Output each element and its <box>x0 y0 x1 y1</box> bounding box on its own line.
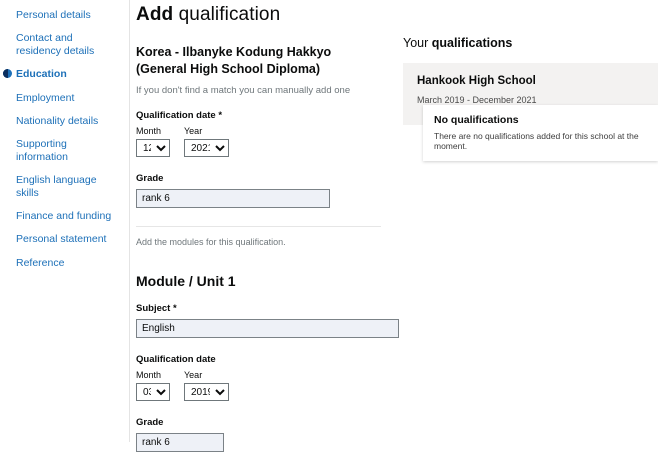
section-divider <box>136 226 381 227</box>
sidebar-item-supporting-information[interactable] <box>0 133 120 169</box>
page-title <box>136 4 391 26</box>
card-school-name: Hankook High School <box>417 75 536 87</box>
sidebar-item-english-language-skills[interactable] <box>0 169 120 205</box>
module-title: Module / Unit 1 <box>136 273 236 289</box>
sidebar-item-label: Employment <box>16 91 75 104</box>
notice-title: No qualifications <box>434 114 519 126</box>
sidebar-item-employment[interactable] <box>0 87 120 110</box>
qualification-year-group <box>184 126 229 157</box>
sidebar-item-label: Education <box>16 68 67 81</box>
module-date-row <box>136 370 391 401</box>
module-month-select[interactable] <box>136 383 170 401</box>
sidebar-item-personal-details[interactable] <box>0 4 120 27</box>
module-month-label: Month <box>136 370 162 380</box>
module-month-group <box>136 370 170 401</box>
month-label: Month <box>136 126 162 136</box>
qualification-month-select[interactable] <box>136 139 170 157</box>
qualifications-panel-title-strong: qualifications <box>431 36 513 50</box>
active-marker-icon <box>3 69 12 78</box>
sidebar-item-label: Reference <box>16 256 65 269</box>
qualification-year-select[interactable] <box>184 139 229 157</box>
qualification-hint: If you don't find a match you can manually add one <box>136 85 351 96</box>
content-divider <box>129 0 130 442</box>
sidebar-item-label: Contact and residency details <box>16 32 95 58</box>
module-year-group <box>184 370 229 401</box>
sidebar-item-label: Finance and funding <box>16 210 112 223</box>
sidebar-item-nationality-details[interactable] <box>0 110 120 133</box>
sidebar-item-label: Nationality details <box>16 114 99 127</box>
module-grade-input[interactable] <box>136 433 224 452</box>
qualification-month-group <box>136 126 170 157</box>
qualification-date-label: Qualification date * <box>136 110 223 121</box>
module-date-label: Qualification date <box>136 354 216 365</box>
qualifications-panel-title <box>403 36 658 50</box>
sidebar-item-label: Personal details <box>16 9 91 21</box>
sidebar-item-personal-statement[interactable] <box>0 228 120 251</box>
sidebar-item-label: English language skills <box>16 174 97 200</box>
page-title-rest: qualification <box>173 4 281 25</box>
card-date-range: March 2019 - December 2021 <box>417 95 537 105</box>
page-title-strong: Add <box>136 4 174 25</box>
sidebar-item-finance-and-funding[interactable] <box>0 205 120 228</box>
sidebar-item-reference[interactable] <box>0 252 120 275</box>
module-year-select[interactable] <box>184 383 229 401</box>
subject-label: Subject * <box>136 303 177 314</box>
qualifications-panel-title-prefix: Your <box>403 36 432 50</box>
qualification-card[interactable] <box>403 63 658 151</box>
sidebar-item-education[interactable] <box>0 63 120 86</box>
qualification-heading: Korea - Ilbanyke Kodung Hakkyo (General High School Diploma) <box>136 45 332 76</box>
qualification-date-row <box>136 126 391 157</box>
grade-label: Grade <box>136 173 164 184</box>
sidebar-item-label: Personal statement <box>16 233 107 246</box>
module-year-label: Year <box>184 370 203 380</box>
module-grade-label: Grade <box>136 417 164 428</box>
main-content <box>136 0 391 442</box>
sidebar-item-label: Supporting information <box>16 137 68 163</box>
modules-hint: Add the modules for this qualification. <box>136 237 286 247</box>
grade-input[interactable] <box>136 189 330 208</box>
sidebar-nav <box>0 0 120 442</box>
notice-body: There are no qualifications added for this school at the moment. <box>434 131 639 151</box>
year-label: Year <box>184 126 203 136</box>
sidebar-item-contact-and-residency-details[interactable] <box>0 27 120 63</box>
qualifications-panel <box>403 36 658 151</box>
subject-input[interactable] <box>136 319 399 338</box>
no-qualifications-notice <box>423 105 658 161</box>
